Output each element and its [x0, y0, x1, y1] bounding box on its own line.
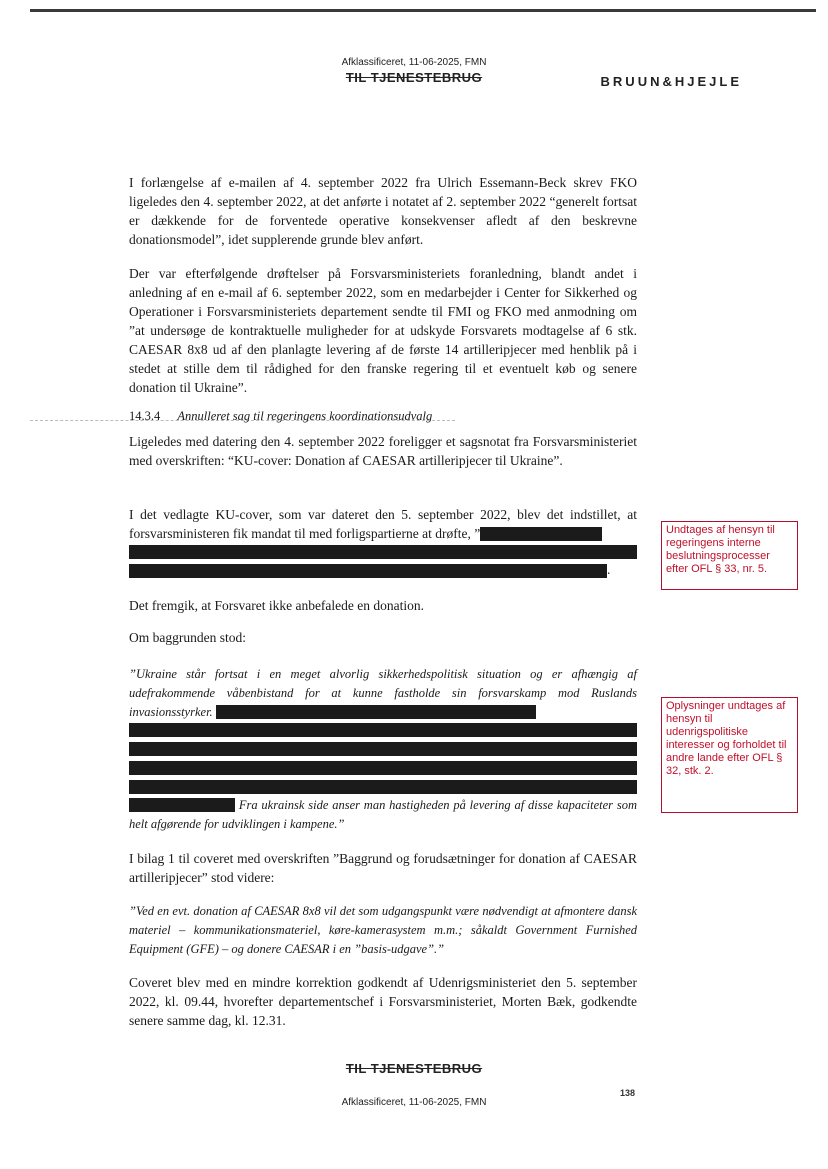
quote-1-end-text [129, 796, 637, 834]
redaction-block [129, 780, 637, 794]
paragraph-3-text: Ligeledes med datering den 4. september 2022 foreligger et sagsnotat fra Forsvarsministeriet med overskriften: “KU-cover: Donation af CAESAR artilleripjecer til Ukraine”. [129, 434, 637, 468]
classification-top: TIL TJENESTEBRUG [345, 70, 483, 85]
redaction-block [129, 723, 637, 737]
section-heading [129, 409, 432, 424]
redaction-block [129, 798, 235, 812]
paragraph-5-text: Det fremgik, at Forsvaret ikke anbefalede en donation. [129, 598, 425, 613]
redaction-block [129, 761, 637, 775]
quote-2-text: ”Ved en evt. donation af CAESAR 8x8 vil det som udgangspunkt være nødvendigt at afmontere dansk materiel – kommunikationsmateriel, køre-kamerasystem m.m.; såkaldt Government Furnished Equipment (GFE) – og donere CAESAR i en ”basis-udgave”.” [129, 904, 637, 956]
paragraph-7-text: I bilag 1 til coveret med overskriften ”Baggrund og forudsætninger for donation af CAESAR artilleripjecer” stod videre: [129, 851, 637, 885]
redaction-note-1: Undtages af hensyn til regeringens interne beslutningsprocesser efter OFL § 33, nr. 5. [661, 521, 798, 590]
redaction-note-2: Oplysninger undtages af hensyn til udenrigspolitiske interesser og forholdet til andre lande efter OFL § 32, stk. 2. [661, 697, 798, 813]
quote-1-end: Fra ukrainsk side anser man hastigheden på levering af disse kapaciteter som helt afgørende for udviklingen i kampene.” [129, 798, 637, 831]
declassified-stamp-bottom: Afklassificeret, 11-06-2025, FMN [341, 1097, 487, 1108]
paragraph-2-text: Der var efterfølgende drøftelser på Forsvarsministeriets foranledning, blandt andet i anledning af en e-mail af 6. september 2022, som en medarbejder i Center for Sikkerhed og Operationer i Forsvarsministeriets departement sendte til FMI og FKO med anmodning om ”at undersøge de kontraktuelle muligheder for at udskyde Forsvarets modtagelse af 6 stk. CAESAR 8x8 ud af den planlagte levering af de første 14 artilleripjecer med henblik på i stedet at stille dem til rådighed for den franske regering til et eventuelt køb og senere donation til Ukraine”. [129, 266, 637, 395]
redaction-block [216, 705, 536, 719]
paragraph-4 [129, 505, 637, 543]
paragraph-2 [129, 264, 637, 397]
classification-bottom: TIL TJENESTEBRUG [345, 1061, 483, 1076]
paragraph-1 [129, 173, 637, 249]
paragraph-8 [129, 973, 637, 1030]
quote-2 [129, 902, 637, 959]
section-number: 14.3.4 [129, 409, 161, 423]
paragraph-4-end: . [607, 562, 611, 577]
paragraph-6 [129, 628, 637, 647]
quote-1-continuation [129, 796, 637, 834]
top-rule [30, 9, 816, 12]
redaction-block [129, 564, 607, 578]
paragraph-6-text: Om baggrunden stod: [129, 630, 246, 645]
redaction-block [480, 527, 602, 541]
redaction-block [129, 545, 637, 559]
paragraph-1-text: I forlængelse af e-mailen af 4. september 2022 fra Ulrich Essemann-Beck skrev FKO ligeledes den 4. september 2022, at det anførte i notatet af 2. september 2022 “generelt fortsat er dækkende for de forventede operative konsekvenser afledt af den beskrevne donationsmodel”, idet supplerende grunde blev anført. [129, 175, 637, 247]
section-title: Annulleret sag til regeringens koordinationsudvalg [177, 409, 433, 423]
declassified-stamp-top: Afklassificeret, 11-06-2025, FMN [341, 57, 487, 68]
quote-1-start: ”Ukraine står fortsat i en meget alvorlig sikkerhedspolitisk situation og er afhængig af udefrakommende våbenbistand for at kunne fastholde sin forsvarskamp mod Ruslands invasionsstyrker. [129, 667, 637, 719]
paragraph-5 [129, 596, 637, 615]
paragraph-8-text: Coveret blev med en mindre korrektion godkendt af Udenrigsministeriet den 5. september 2022, kl. 09.44, hvorefter departementschef i Forsvarsministeriet, Morten Bæk, godkendte senere samme dag, kl. 12.31. [129, 975, 637, 1028]
quote-1 [129, 665, 637, 722]
paragraph-4-lead: I det vedlagte KU-cover, som var dateret den 5. september 2022, blev det indstillet, at forsvarsministeren fik mandat til med forligspartierne at drøfte, ” [129, 507, 637, 541]
paragraph-7 [129, 849, 637, 887]
redaction-block [129, 742, 637, 756]
quote-1-text [129, 665, 637, 722]
paragraph-4-text [129, 505, 637, 543]
firm-logo: BRUUN&HJEJLE [600, 74, 742, 89]
page-number: 138 [620, 1088, 636, 1098]
paragraph-3 [129, 432, 637, 470]
